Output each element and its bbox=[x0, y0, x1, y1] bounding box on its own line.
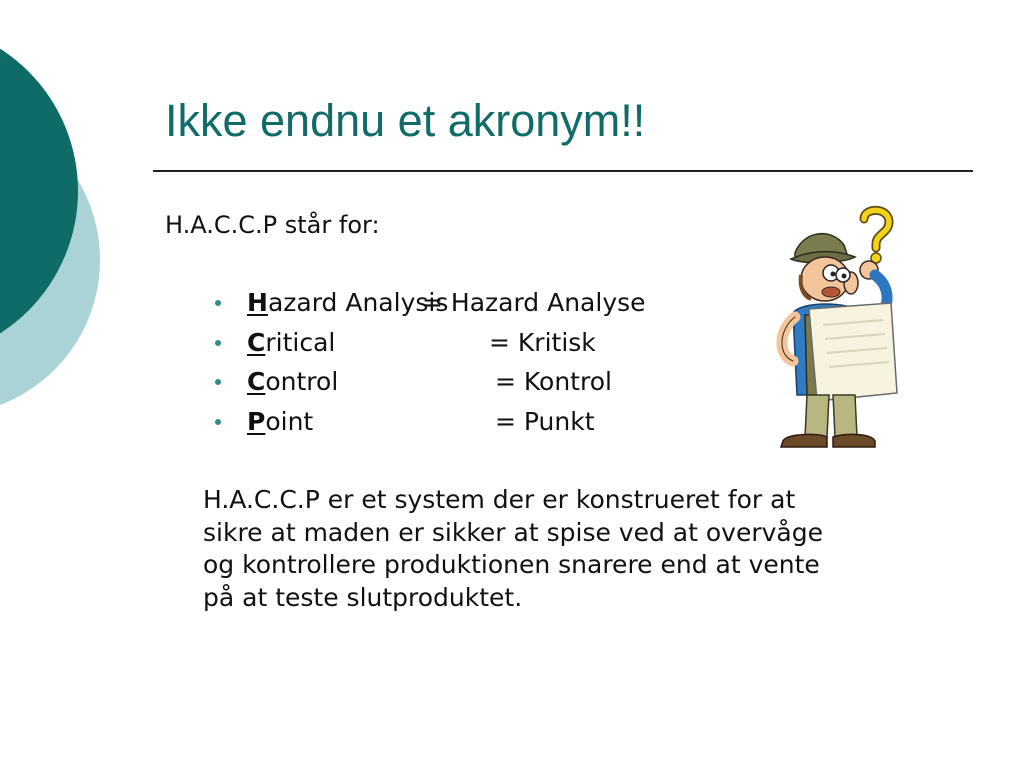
acronym-term bbox=[247, 287, 448, 319]
bullet-dot-icon bbox=[215, 419, 221, 425]
bullet-dot-icon bbox=[215, 300, 221, 306]
bullet-dot-icon bbox=[215, 379, 221, 385]
intro-text: H.A.C.C.P står for: bbox=[165, 211, 380, 239]
slide-title: Ikke endnu et akronym!! bbox=[165, 95, 646, 146]
acronym-meaning: = Punkt bbox=[495, 406, 595, 436]
acronym-meaning: = Hazard Analyse bbox=[422, 288, 646, 317]
acronym-term bbox=[247, 406, 313, 438]
acronym-meaning: = Kontrol bbox=[495, 367, 612, 396]
acronym-letter: C bbox=[247, 367, 266, 396]
paragraph-line: på at teste slutproduktet. bbox=[203, 582, 523, 612]
acronym-word-rest: azard Analysis bbox=[267, 288, 449, 317]
paragraph-line: H.A.C.C.P er et system der er konstrueret for at bbox=[203, 485, 796, 514]
haccp-description bbox=[203, 484, 963, 614]
confused-man-reading-paper-icon bbox=[765, 205, 910, 455]
acronym-letter: C bbox=[247, 327, 266, 357]
acronym-letter: P bbox=[247, 406, 266, 436]
acronym-word-rest: oint bbox=[265, 406, 314, 436]
title-divider bbox=[153, 170, 973, 172]
bullet-dot-icon bbox=[215, 340, 221, 346]
acronym-meaning: = Kritisk bbox=[489, 327, 596, 357]
acronym-term bbox=[247, 366, 338, 398]
acronym-term bbox=[247, 327, 335, 359]
acronym-word-rest: ontrol bbox=[265, 367, 339, 396]
paragraph-line: og kontrollere produktionen snarere end at vente bbox=[203, 550, 820, 579]
acronym-letter: H bbox=[247, 288, 268, 317]
paragraph-line: sikre at maden er sikker at spise ved at overvåge bbox=[203, 517, 823, 547]
acronym-word-rest: ritical bbox=[265, 327, 336, 357]
